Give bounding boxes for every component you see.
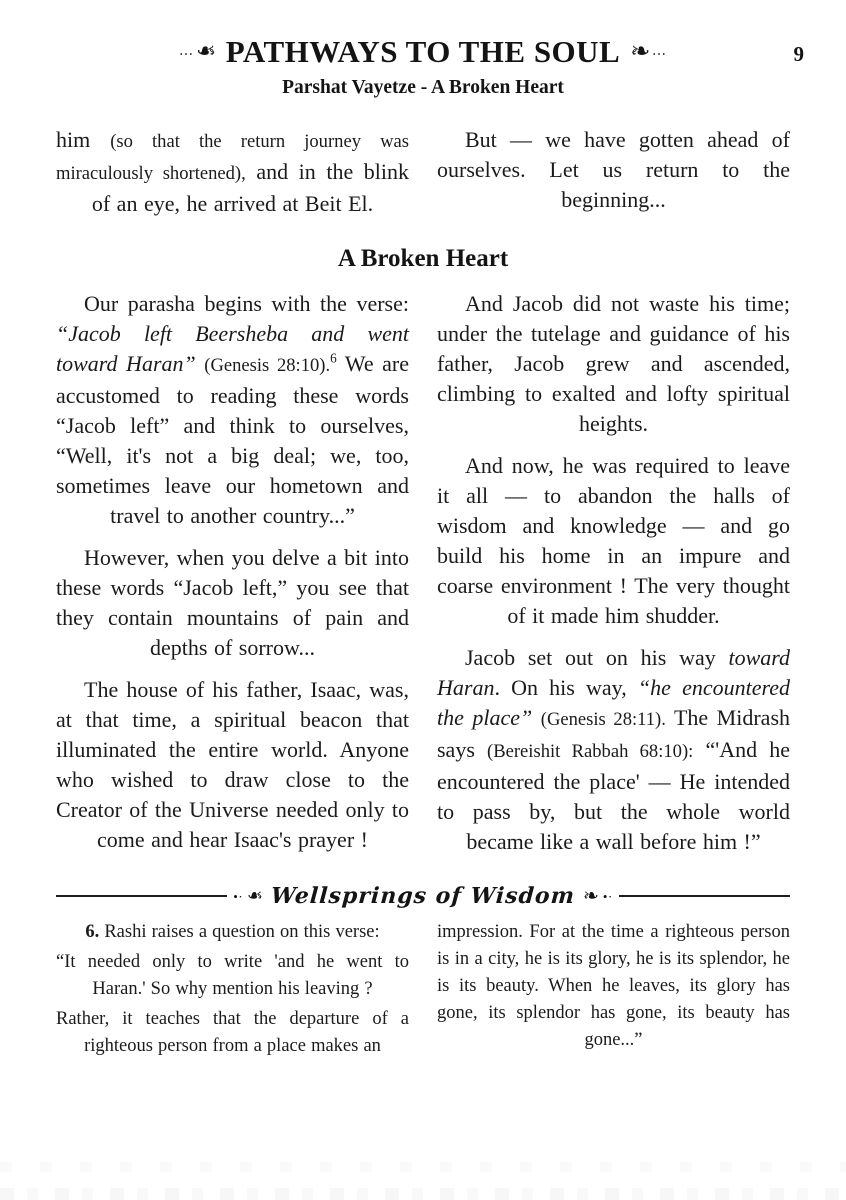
paragraph: Rather, it teaches that the departure of a righteous person from a place makes an bbox=[56, 1009, 409, 1056]
paragraph: impression. For at the time a righteous person is in a city, he is its glory, he is its splendor, he is its beauty. When he leaves, its glory has gone, its splendor has gone, its beauty has gone...” bbox=[437, 922, 790, 1050]
footnote-column-right bbox=[437, 919, 790, 1063]
title-row bbox=[56, 34, 790, 70]
paragraph: 6. Rashi raises a question on this verse: bbox=[85, 922, 380, 942]
footnote-columns bbox=[56, 919, 790, 1063]
divider-fleuron-icon-right: ❧ bbox=[582, 885, 599, 907]
wellsprings-label: Wellsprings of Wisdom bbox=[270, 883, 576, 909]
scan-noise-upper bbox=[0, 1162, 846, 1172]
paragraph: Jacob set out on his way toward Haran. On his way, “he encountered the place” (Genesis 28:11). The Midrash says (Bereishit Rabbah 68:10): “'And he encountered the place' — He intended to pass by, but the whole world became like a wall before him !” bbox=[437, 645, 791, 854]
book-title: PATHWAYS TO THE SOUL bbox=[225, 34, 621, 69]
fleuron-icon-right: ❧ bbox=[630, 39, 651, 65]
body-column-right bbox=[437, 289, 790, 869]
divider-dots-left: •∙ bbox=[233, 889, 244, 904]
paragraph: “It needed only to write 'and he went to Haran.' So why mention his leaving ? bbox=[56, 952, 409, 999]
divider-dots-right: •∙ bbox=[602, 889, 613, 904]
page-number: 9 bbox=[793, 42, 804, 66]
intro-column-right bbox=[437, 125, 790, 231]
header-ornament-right bbox=[630, 40, 666, 64]
chapter-subtitle: Parshat Vayetze - A Broken Heart bbox=[282, 77, 564, 98]
paragraph: him (so that the return journey was miraculously shortened), and in the blink of an eye, he arrived at Beit El. bbox=[56, 127, 409, 216]
paragraph: However, when you delve a bit into these words “Jacob left,” you see that they contain mountains of pain and depths of sorrow... bbox=[56, 545, 409, 660]
intro-column-left bbox=[56, 125, 409, 231]
header-ornament-left bbox=[179, 40, 215, 64]
footnote-column-left bbox=[56, 919, 409, 1063]
paragraph: The house of his father, Isaac, was, at that time, a spiritual beacon that illuminated the entire world. Anyone who wished to draw close to the Creator of the Universe needed only to come and hear Isaac's prayer ! bbox=[56, 677, 409, 852]
scan-noise bbox=[0, 1188, 846, 1200]
body-column-left bbox=[56, 289, 409, 869]
page-header bbox=[56, 34, 804, 99]
divider-center bbox=[227, 883, 618, 909]
fleuron-icon-left: ❧ bbox=[195, 39, 216, 65]
intro-columns bbox=[56, 125, 790, 231]
body-columns bbox=[56, 289, 790, 869]
divider-line-right bbox=[619, 895, 790, 897]
paragraph: And now, he was required to leave it all — to abandon the halls of wisdom and knowledge — and go build his home in an impure and coarse environment ! The very thought of it made him shudder. bbox=[437, 453, 790, 628]
paragraph: Our parasha begins with the verse: “Jacob left Beersheba and went toward Haran” (Genesis 28:10).$^6$ We are accustomed to reading these words “Jacob left” and think to ourselves, “Well, it's not a big deal; we, too, sometimes leave our hometown and travel to another country...” bbox=[56, 291, 409, 528]
divider-fleuron-icon-left: ❧ bbox=[247, 885, 264, 907]
paragraph: But — we have gotten ahead of ourselves. Let us return to the beginning... bbox=[437, 127, 790, 212]
ornament-dots-left: ∙∙∙ bbox=[179, 46, 194, 63]
ornament-dots-right: ∙∙∙ bbox=[652, 46, 667, 63]
section-heading: A Broken Heart bbox=[337, 245, 509, 272]
divider-line-left bbox=[56, 895, 227, 897]
footnote-divider bbox=[56, 883, 790, 909]
paragraph: And Jacob did not waste his time; under the tutelage and guidance of his father, Jacob grew and ascended, climbing to exalted and lofty spiritual heights. bbox=[437, 291, 790, 436]
